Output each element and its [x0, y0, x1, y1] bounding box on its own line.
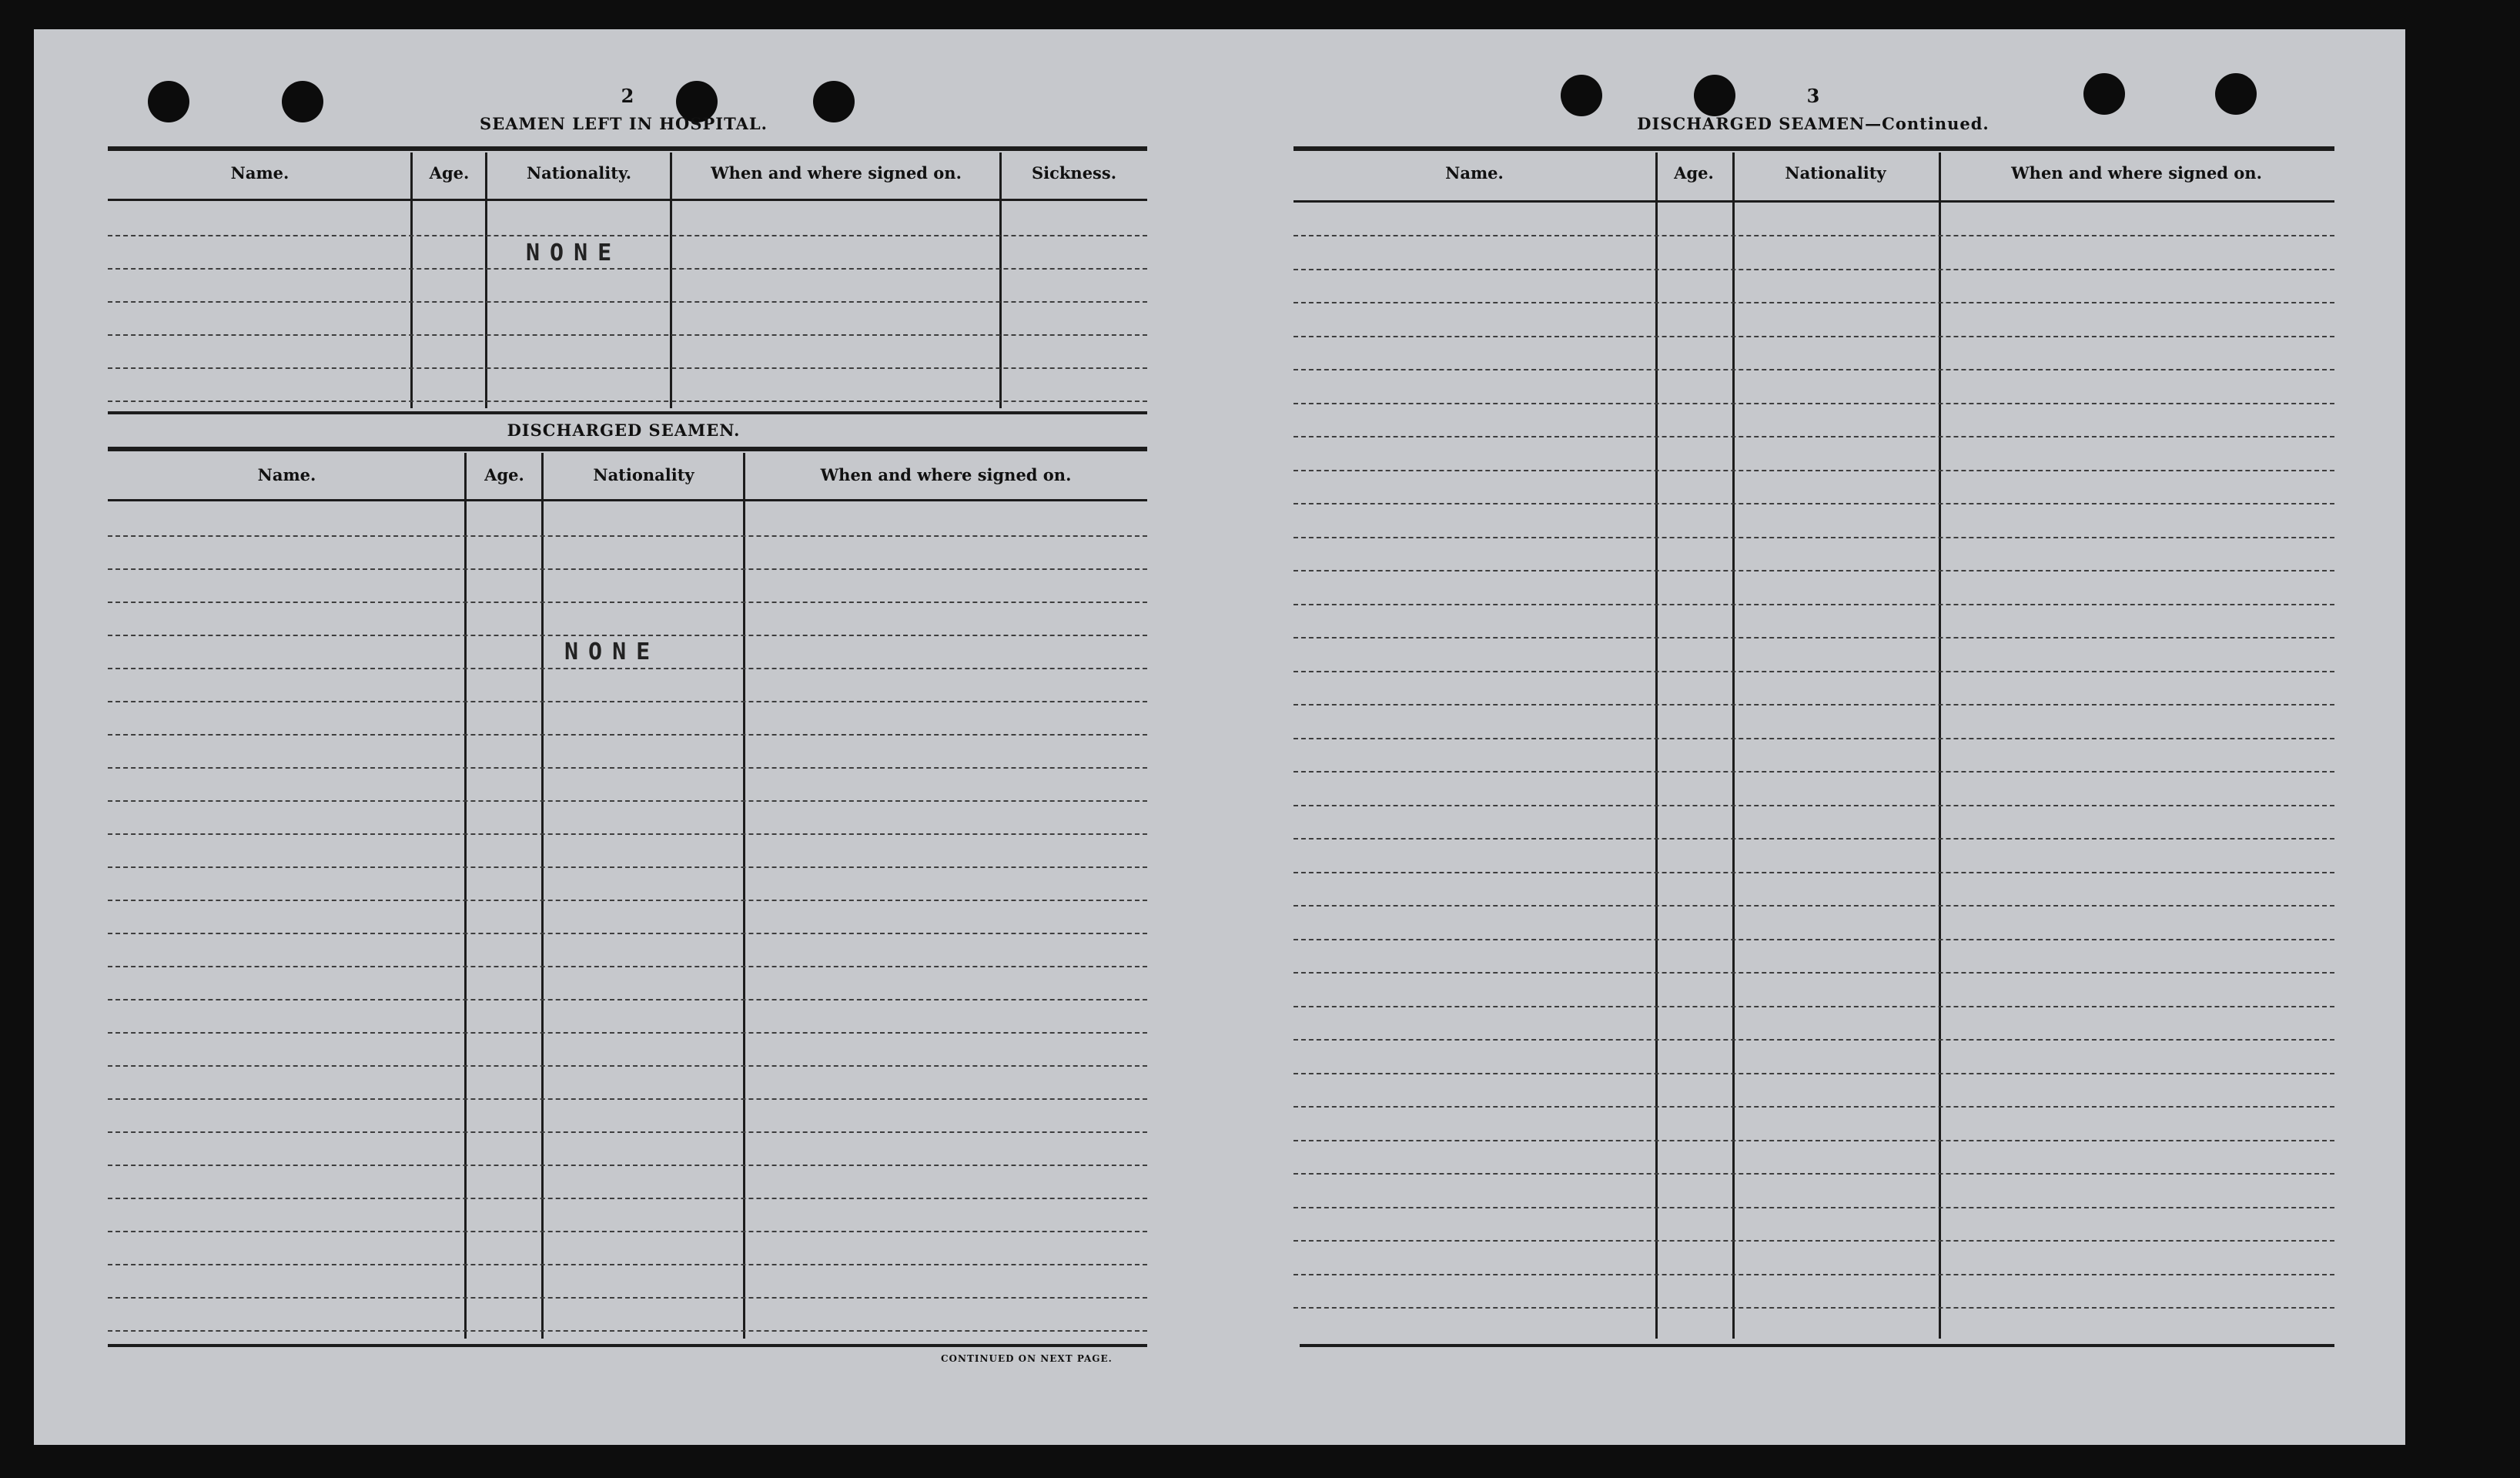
ruled-line — [1293, 872, 2334, 873]
ruled-line — [108, 1131, 1147, 1133]
ruled-line — [108, 668, 1147, 669]
hospital-col-divider — [485, 152, 487, 408]
discharged-top-rule — [108, 411, 1147, 414]
discharged-col-name: Name. — [257, 465, 316, 484]
hospital-header-rule — [108, 199, 1147, 201]
ruled-line — [108, 866, 1147, 868]
hospital-col-signed-on: When and where signed on. — [711, 163, 962, 183]
discharged-none-stamp: NONE — [564, 638, 661, 665]
ruled-line — [108, 602, 1147, 603]
hospital-section-title: SEAMEN LEFT IN HOSPITAL. — [480, 114, 768, 133]
ruled-line — [1293, 1073, 2334, 1074]
ruled-line — [1293, 604, 2334, 605]
hospital-col-name: Name. — [230, 163, 289, 183]
page-number-left: 2 — [621, 85, 634, 107]
right-col-divider — [1732, 152, 1735, 1339]
ruled-line — [108, 1264, 1147, 1265]
ruled-line — [108, 701, 1147, 702]
ruled-line — [108, 1198, 1147, 1199]
discharged-col-divider — [464, 453, 467, 1339]
ruled-line — [1293, 704, 2334, 705]
right-col-age: Age. — [1674, 163, 1714, 183]
ruled-line — [1293, 1039, 2334, 1041]
ruled-line — [108, 1065, 1147, 1067]
right-col-signed-on: When and where signed on. — [2011, 163, 2262, 183]
ruled-line — [1293, 436, 2334, 437]
ruled-line — [108, 833, 1147, 835]
discharged-top-rule-2 — [108, 447, 1147, 451]
hospital-col-divider — [410, 152, 413, 408]
punch-hole — [282, 81, 323, 122]
ruled-line — [108, 1231, 1147, 1232]
ruled-line — [1293, 1274, 2334, 1275]
discharged-section-title: DISCHARGED SEAMEN. — [507, 421, 741, 440]
discharged-bottom-rule — [108, 1344, 1147, 1347]
right-top-rule — [1293, 146, 2334, 151]
ruled-line — [1293, 905, 2334, 907]
ruled-line — [108, 933, 1147, 934]
ruled-line — [1293, 1307, 2334, 1309]
ruled-line — [108, 367, 1147, 369]
ruled-line — [1293, 369, 2334, 370]
ruled-line — [108, 900, 1147, 901]
ruled-line — [1293, 805, 2334, 806]
ruled-line — [1293, 1106, 2334, 1108]
ruled-line — [1293, 671, 2334, 672]
ruled-line — [108, 535, 1147, 537]
ruled-line — [1293, 302, 2334, 303]
ruled-line — [1293, 637, 2334, 638]
punch-hole — [1694, 75, 1735, 116]
ruled-line — [1293, 1240, 2334, 1242]
hospital-col-divider — [999, 152, 1002, 408]
discharged-col-divider — [743, 453, 745, 1339]
ruled-line — [108, 1098, 1147, 1100]
punch-hole — [1561, 75, 1602, 116]
hospital-col-age: Age. — [429, 163, 470, 183]
ruled-line — [1293, 537, 2334, 538]
discharged-col-age: Age. — [484, 465, 524, 484]
ruled-line — [1293, 470, 2334, 471]
discharged-col-signed-on: When and where signed on. — [820, 465, 1072, 484]
hospital-top-rule — [108, 146, 1147, 151]
ruled-line — [108, 1032, 1147, 1034]
ruled-line — [108, 401, 1147, 402]
ruled-line — [108, 235, 1147, 236]
ruled-line — [1293, 1006, 2334, 1007]
ruled-line — [1293, 503, 2334, 504]
ruled-line — [1293, 269, 2334, 270]
ruled-line — [1293, 939, 2334, 940]
ruled-line — [1293, 738, 2334, 739]
ruled-line — [108, 1297, 1147, 1299]
punch-hole — [2083, 73, 2125, 115]
hospital-col-sickness: Sickness. — [1031, 163, 1117, 183]
hospital-col-divider — [670, 152, 672, 408]
hospital-col-nationality: Nationality. — [526, 163, 632, 183]
discharged-col-nationality: Nationality — [593, 465, 694, 484]
discharged-header-rule — [108, 499, 1147, 501]
ruled-line — [1293, 403, 2334, 404]
discharged-col-divider — [541, 453, 544, 1339]
page-number-right: 3 — [1806, 85, 1820, 107]
ruled-line — [108, 1165, 1147, 1166]
ruled-line — [1293, 1207, 2334, 1208]
right-bottom-rule — [1300, 1344, 2334, 1347]
right-header-rule — [1293, 200, 2334, 203]
right-col-divider — [1655, 152, 1658, 1339]
ruled-line — [108, 767, 1147, 769]
ruled-line — [1293, 336, 2334, 337]
ruled-line — [108, 1330, 1147, 1332]
ruled-line — [1293, 838, 2334, 840]
ruled-line — [1293, 235, 2334, 236]
ruled-line — [1293, 1140, 2334, 1141]
ruled-line — [108, 334, 1147, 336]
continued-section-title: DISCHARGED SEAMEN—Continued. — [1637, 114, 1990, 133]
ruled-line — [108, 966, 1147, 967]
ruled-line — [108, 301, 1147, 303]
right-col-nationality: Nationality — [1785, 163, 1886, 183]
ruled-line — [1293, 570, 2334, 571]
ruled-line — [1293, 972, 2334, 974]
ruled-line — [108, 734, 1147, 736]
punch-hole — [2215, 73, 2257, 115]
punch-hole — [813, 81, 855, 122]
ruled-line — [108, 800, 1147, 802]
punch-hole — [148, 81, 189, 122]
ruled-line — [108, 635, 1147, 636]
ruled-line — [108, 568, 1147, 570]
right-col-name: Name. — [1445, 163, 1504, 183]
ruled-line — [1293, 1173, 2334, 1175]
right-col-divider — [1939, 152, 1941, 1339]
ruled-line — [108, 999, 1147, 1000]
hospital-none-stamp: NONE — [526, 240, 622, 266]
continued-footer: CONTINUED ON NEXT PAGE. — [941, 1353, 1113, 1364]
ruled-line — [1293, 771, 2334, 773]
ruled-line — [108, 268, 1147, 270]
